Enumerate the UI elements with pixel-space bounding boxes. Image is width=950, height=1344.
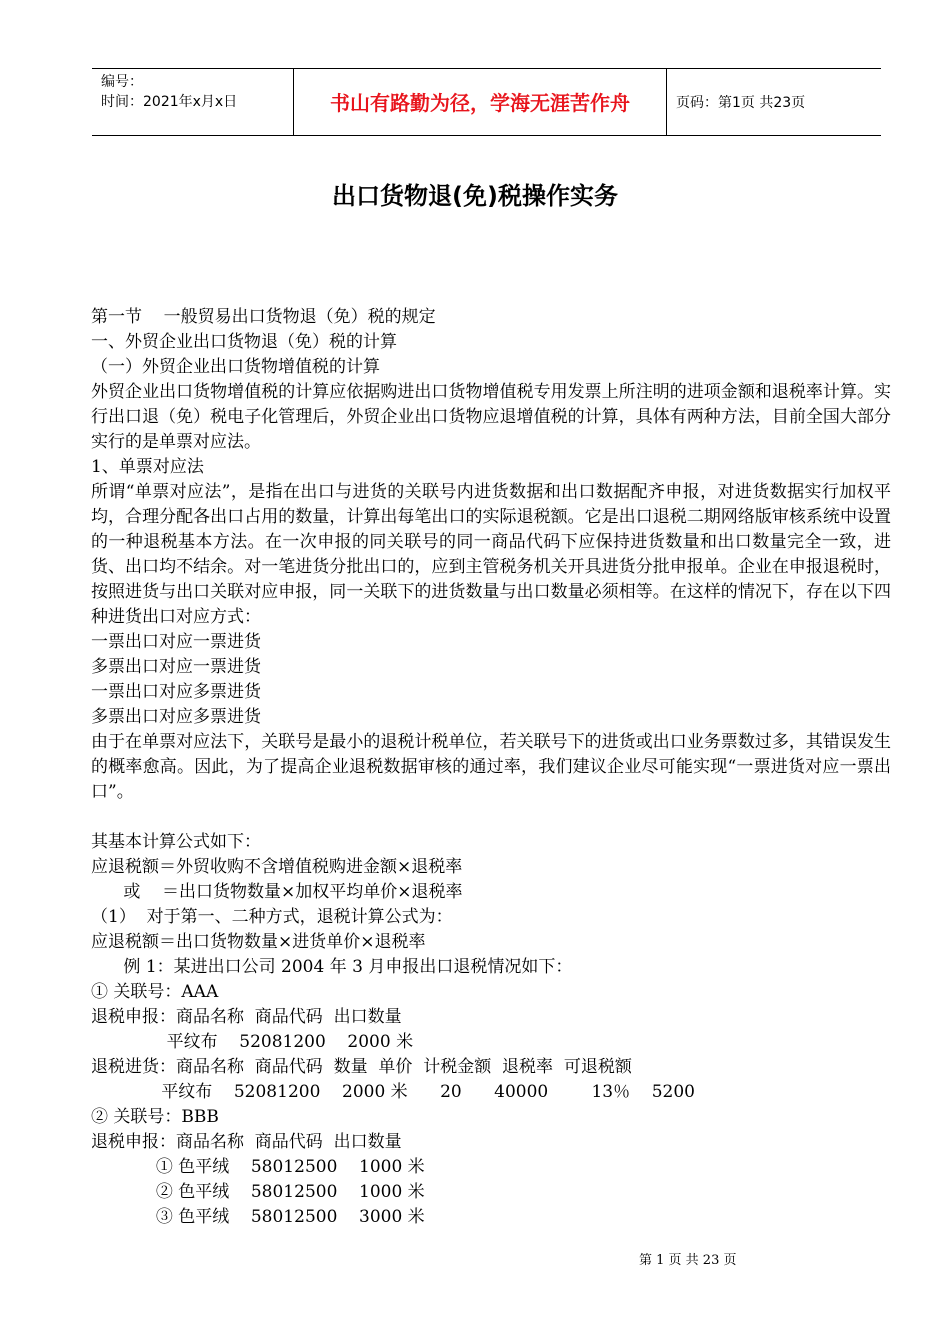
example-line: 退税申报：商品名称 商品代码 出口数量 (91, 1007, 402, 1027)
header-motto: 书山有路勤为径，学海无涯苦作舟 (330, 91, 630, 115)
example-line: ② 关联号：BBB (91, 1107, 219, 1127)
example-heading: 例 1：某进出口公司 2004 年 3 月申报出口退税情况如下： (91, 957, 573, 977)
example-line: ③ 色平绒 58012500 3000 米 (91, 1207, 425, 1227)
list-item: 多票出口对应一票进货 (91, 657, 261, 677)
paragraph: 由于在单票对应法下，关联号是最小的退税计税单位，若关联号下的进货或出口业务票数过多，其错误发生的概率愈高。因此，为了提高企业退税数据审核的通过率，我们建议企业尽可能实现“一票进货对应一票出口”。 (91, 732, 891, 802)
header-line-bottom (92, 135, 881, 136)
example-line: 退税申报：商品名称 商品代码 出口数量 (91, 1132, 402, 1152)
list-item: 一票出口对应一票进货 (91, 632, 261, 652)
subsubsection-heading: （一）外贸企业出口货物增值税的计算 (91, 357, 380, 377)
example-line: 平纹布 52081200 2000 米 (91, 1032, 414, 1052)
header-page-label: 页码：第1页 共23页 (676, 95, 806, 111)
section-heading: 第一节 一般贸易出口货物退（免）税的规定 (91, 307, 436, 327)
formula-case: （1） 对于第一、二种方式，退税计算公式为： (91, 907, 453, 927)
paragraph: 外贸企业出口货物增值税的计算应依据购进出口货物增值税专用发票上所注明的进项金额和退税率计算。实行出口退（免）税电子化管理后，外贸企业出口货物应退增值税的计算，具体有两种方法，目前全国大部分实行的是单票对应法。 (91, 382, 891, 452)
example-line: ② 色平绒 58012500 1000 米 (91, 1182, 425, 1202)
list-item: 多票出口对应多票进货 (91, 707, 261, 727)
example-line: 平纹布 52081200 2000 米 20 40000 13％ 5200 (91, 1082, 695, 1102)
example-line: 退税进货：商品名称 商品代码 数量 单价 计税金额 退税率 可退税额 (91, 1057, 632, 1077)
time-label: 时间：2021年x月x日 (101, 94, 238, 110)
document-title: 出口货物退(免)税操作实务 (332, 182, 618, 210)
page-footer: 第 1 页 共 23 页 (639, 1253, 737, 1268)
subsection-heading: 一、外贸企业出口货物退（免）税的计算 (91, 332, 397, 352)
header-info (101, 72, 237, 112)
example-line: ① 关联号：AAA (91, 982, 219, 1002)
formula-line: 应退税额＝出口货物数量×进货单价×退税率 (91, 932, 426, 952)
number-label: 编号： (101, 74, 143, 90)
header-divider-right (666, 68, 667, 135)
example-line: ① 色平绒 58012500 1000 米 (91, 1157, 425, 1177)
formula-line: 应退税额＝外贸收购不含增值税购进金额×退税率 (91, 857, 463, 877)
document-body (91, 305, 891, 1230)
list-item: 一票出口对应多票进货 (91, 682, 261, 702)
paragraph: 所谓“单票对应法”，是指在出口与进货的关联号内进货数据和出口数据配齐申报，对进货数据实行加权平均，合理分配各出口占用的数量，计算出每笔出口的实际退税额。它是出口退税二期网络版审核系统中设置的一种退税基本方法。在一次申报的同关联号的同一商品代码下应保持进货数量和出口数量完全一致，进货、出口均不结余。对一笔进货分批出口的，应到主管税务机关开具进货分批申报单。企业在申报退税时，按照进货与出口关联对应申报，同一关联下的进货数量与出口数量必须相等。在这样的情况下，存在以下四种进货出口对应方式： (91, 482, 891, 627)
formula-intro: 其基本计算公式如下： (91, 832, 261, 852)
blank-line (91, 805, 891, 830)
formula-line: 或 ＝出口货物数量×加权平均单价×退税率 (91, 882, 463, 902)
method-heading: 1、单票对应法 (91, 457, 204, 477)
